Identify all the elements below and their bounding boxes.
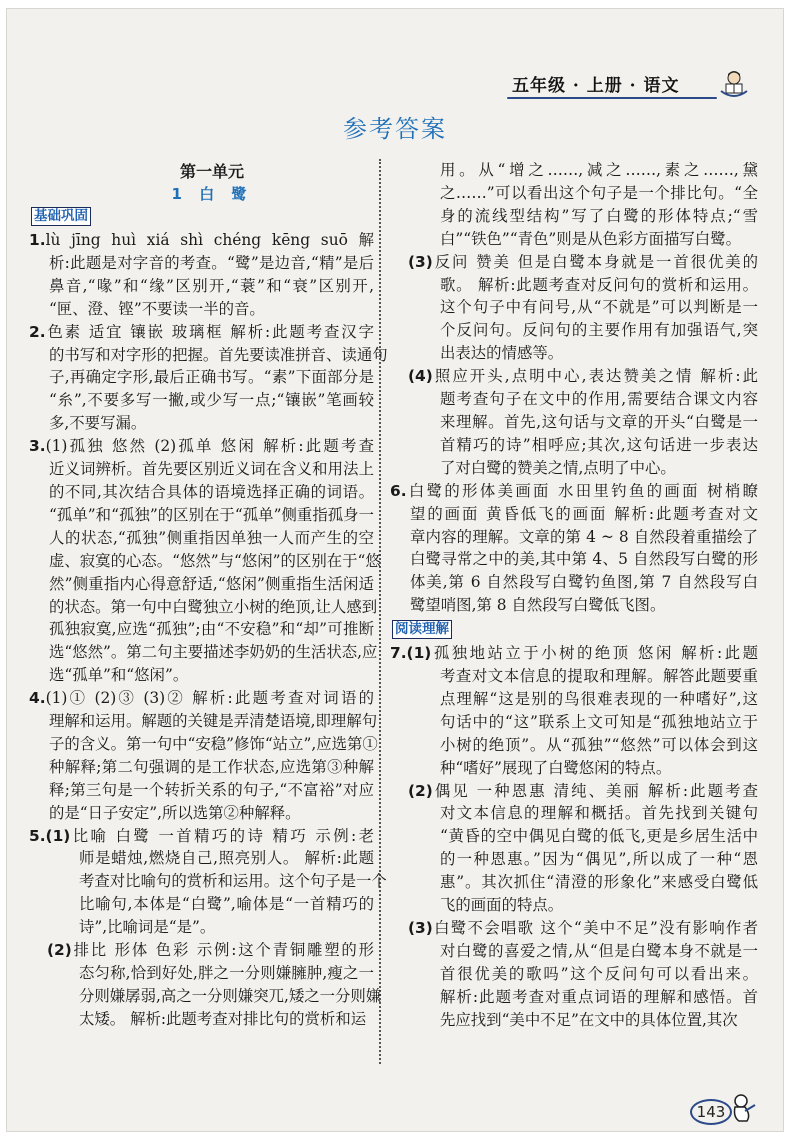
- line-text: 太矮。 解析:此题考查对排比句的赏析和运: [79, 1009, 367, 1028]
- line-text: 白”“铁色”“青色”则是从色彩方面描写白鹭。: [440, 229, 741, 248]
- answer-line: [29, 916, 374, 939]
- item-number: 3.: [29, 437, 46, 456]
- answer-line: [390, 365, 758, 388]
- item-number: 7.(1): [390, 644, 432, 663]
- answer-line: [390, 228, 758, 251]
- answer-item: [29, 687, 378, 824]
- item-number: (2): [47, 941, 72, 960]
- answer-item: [29, 435, 381, 687]
- answer-line: [29, 389, 374, 412]
- line-text: 种“嗜好”展现了白鹭悠闲的特点。: [440, 758, 672, 777]
- line-text: “糸”,不要多写一撇,或少写一点;“镶嵌”笔画较: [49, 391, 374, 410]
- answer-line: [390, 594, 758, 617]
- page-number: 143: [690, 1099, 732, 1125]
- line-text: 望的画面 黄昏低飞的画面 解析:此题考查对文: [410, 504, 758, 523]
- answer-line: [390, 963, 758, 986]
- answer-item: [390, 480, 758, 617]
- answer-line: [29, 847, 374, 870]
- answer-item: [390, 917, 758, 1032]
- line-text: 小树的绝顶”。从“孤独”“悠然”可以体会到这: [440, 735, 758, 754]
- item-number: 5.(1): [29, 826, 71, 845]
- answer-line: [29, 321, 374, 344]
- right-column: [390, 159, 758, 1032]
- answer-line: [390, 388, 758, 411]
- answer-line: [390, 296, 758, 319]
- line-text: 身的流线型结构”写了白鹭的形体特点;“雪: [440, 206, 758, 225]
- line-text: 解析:此题考查对重点词语的理解和感悟。首: [440, 987, 758, 1006]
- answer-line: [29, 687, 374, 710]
- item-number: 6.: [390, 481, 407, 500]
- line-text: 出表达的情感等。: [440, 344, 564, 363]
- line-text: 用。从“增之……,减之……,素之……,黛: [440, 161, 758, 179]
- line-text: 析:此题是对字音的考查。“鹭”是边音,“精”是后: [49, 253, 374, 272]
- answer-line: [29, 504, 374, 527]
- answer-line: [390, 480, 758, 503]
- answer-line: [390, 319, 758, 342]
- line-text: 分则嫌孱弱,高之一分则嫌突兀,矮之一分则嫌: [79, 986, 382, 1005]
- answer-line: [29, 710, 378, 733]
- column-divider: [379, 159, 381, 1064]
- line-text: “匣、澄、铿”不要读一半的音。: [49, 299, 265, 318]
- line-text: 来理解。首先,这句话与文章的开头“白鹭是一: [440, 412, 758, 431]
- answer-line: [390, 825, 758, 848]
- answer-line: [29, 481, 374, 504]
- line-text: 首精巧的诗”相呼应;其次,这句话进一步表达: [440, 435, 758, 454]
- left-column: [29, 204, 388, 1031]
- line-text: 对白鹭的喜爱之情,从“但是白鹭本身不就是一: [440, 941, 758, 960]
- answer-line: [390, 780, 758, 803]
- line-text: 人的状态,“孤独”侧重指因单独一人而产生的空: [49, 528, 374, 547]
- answer-line: [29, 802, 374, 825]
- answer-line: [29, 573, 374, 596]
- line-text: 孤独寂寞,应选“孤独”;由“不安稳”和“却”可推断: [49, 620, 374, 639]
- item-number: (3): [408, 919, 433, 937]
- line-text: 诗”,比喻词是“是”。: [79, 918, 216, 937]
- answer-line: [390, 688, 758, 711]
- answer-line: [29, 275, 374, 298]
- line-text: 选“悠然”。第二句主要描述李奶奶的生活状态,应: [49, 643, 378, 662]
- item-number: (3): [408, 252, 433, 271]
- line-text: 的一种恩惠。”因为“偶见”,所以成了一种“恩: [440, 850, 758, 869]
- answer-line: [390, 457, 758, 480]
- mascot-icon: [729, 1093, 757, 1123]
- line-text: 这个句子中有问号,从“不就是”可以判断是一: [440, 298, 758, 317]
- answer-line: [29, 893, 374, 916]
- line-text: 点理解“这是别的鸟很难表现的一种嗜好”,这: [440, 689, 758, 708]
- line-text: 了对白鹭的赞美之情,点明了中心。: [440, 458, 676, 477]
- answer-line: [29, 779, 374, 802]
- answer-line: [29, 344, 388, 367]
- item-number: 4.: [29, 689, 46, 708]
- line-text: 考查对文本信息的提取和理解。解答此题要重: [440, 667, 758, 686]
- line-text: 体美,第 6 自然段写白鹭钓鱼图,第 7 自然段写白: [410, 573, 758, 592]
- answer-line: [29, 985, 382, 1008]
- line-text: 种解释;第二句强调的是工作状态,应选第③种解: [49, 757, 374, 776]
- line-text: “孤单”和“孤独”的区别在于“孤单”侧重指孤身一: [49, 505, 374, 524]
- answer-line: [390, 665, 758, 688]
- line-text: 子的含义。第一句中“安稳”修饰“站立”,应选第①: [49, 734, 378, 753]
- line-text: 偶见 一种恩惠 清纯、美丽 解析:此题考查: [432, 781, 758, 800]
- book-header: 五年级 · 上册 · 语文: [512, 76, 680, 96]
- answer-line: [390, 571, 758, 594]
- reading-child-icon: [719, 69, 749, 99]
- answer-line: [29, 596, 378, 619]
- line-text: 子,再确定字形,最后正确书写。“素”下面部分是: [49, 368, 374, 387]
- section-tag: 基础巩固: [31, 207, 91, 226]
- answer-line: [390, 526, 758, 549]
- line-text: 对文本信息的理解和概括。首先找到关键句: [440, 804, 758, 823]
- line-text: 近义词辨析。首先要区别近义词在含义和用法上: [49, 460, 374, 479]
- item-number: 1.: [29, 231, 46, 249]
- answer-line: [29, 870, 387, 893]
- line-text: 色素 适宜 镶嵌 玻璃框 解析:此题考查汉字: [45, 322, 374, 341]
- answer-line: [29, 664, 374, 687]
- answer-line: [29, 825, 374, 848]
- answer-line: [29, 641, 378, 664]
- line-text: 排比 形体 色彩 示例:这个青铜雕塑的形: [71, 941, 374, 960]
- answer-line: [29, 962, 374, 985]
- item-number: (2): [408, 781, 433, 800]
- answer-line: [390, 711, 758, 734]
- answer-line: [29, 756, 374, 779]
- answer-line: [390, 894, 758, 917]
- page-title: 参考答案: [343, 115, 447, 143]
- header-underline: [507, 97, 717, 99]
- line-text: 鼻音,“喙”和“缘”区别开,“蓑”和“衰”区别开,: [49, 276, 374, 295]
- answer-item: [390, 642, 758, 779]
- line-text: 虚、寂寞的心态。“悠然”与“悠闲”的区别在于“悠: [49, 551, 381, 570]
- line-text: 章内容的理解。文章的第 4 ~ 8 自然段着重描绘了: [410, 527, 758, 546]
- line-text: 惠”。其次抓住“清澄的形象化”来感受白鹭低: [440, 873, 758, 892]
- line-text: 白鹭不会唱歌 这个“美中不足”没有影响作者: [432, 919, 758, 937]
- line-text: 白鹭寻常之中的美,其中第 4、5 自然段写白鹭的形: [410, 550, 758, 569]
- line-text: 鹭望哨图,第 8 自然段写白鹭低飞图。: [410, 596, 666, 615]
- answer-page: [6, 8, 784, 1132]
- answer-line: [390, 159, 758, 182]
- answer-line: [390, 548, 758, 571]
- answer-line: [390, 734, 758, 757]
- answer-line: [390, 642, 758, 665]
- unit-title: 第一单元: [179, 162, 244, 181]
- line-text: 比喻 白鹭 一首精巧的诗 精巧 示例:老: [70, 826, 374, 845]
- line-text: 题考查句子在文中的作用,需要结合课文内容: [440, 390, 758, 409]
- answer-line: [390, 848, 758, 871]
- line-text: (1)孤独 悠然 (2)孤单 悠闲 解析:此题考查: [45, 437, 374, 456]
- answer-line: [390, 917, 758, 940]
- answer-line: [29, 458, 374, 481]
- line-text: 的不同,其次结合具体的语境选择正确的词语。: [49, 482, 374, 501]
- answer-line: [29, 1008, 374, 1031]
- answer-line: [390, 342, 758, 365]
- answer-item: [29, 825, 387, 940]
- answer-line: [29, 229, 374, 252]
- line-text: 考查对比喻句的赏析和运用。这个句子是一个: [79, 872, 387, 891]
- answer-line: [29, 618, 374, 641]
- answer-line: [29, 366, 374, 389]
- answer-line: [29, 412, 374, 435]
- line-text: 白鹭的形体美画面 水田里钓鱼的画面 树梢瞭: [406, 481, 758, 500]
- line-text: 理解和运用。解题的关键是弄清楚语境,即理解句: [49, 712, 378, 731]
- answer-line: [390, 503, 758, 526]
- lesson-title: 1 白 鹭: [171, 185, 253, 203]
- answer-line: [390, 274, 758, 297]
- line-text: “黄昏的空中偶见白鹭的低飞,更是乡居生活中: [440, 827, 758, 846]
- line-text: (1)① (2)③ (3)② 解析:此题考查对词语的: [45, 689, 374, 708]
- line-text: 选“孤单”和“悠闲”。: [49, 666, 189, 685]
- answer-line: [390, 182, 758, 205]
- item-number: 2.: [29, 322, 46, 341]
- answer-line: [29, 733, 378, 756]
- answer-line: [390, 411, 758, 434]
- line-text: 反问 赞美 但是白鹭本身就是一首很优美的: [432, 252, 758, 271]
- line-text: 师是蜡烛,燃烧自己,照亮别人。 解析:此题: [79, 849, 374, 868]
- answer-item: [390, 251, 758, 366]
- answer-line: [390, 871, 758, 894]
- answer-line: [29, 939, 374, 962]
- answer-line: [390, 940, 758, 963]
- answer-line: [29, 435, 374, 458]
- answer-item: [390, 780, 758, 917]
- line-text: 然”侧重指内心得意舒适,“悠闲”侧重指生活闲适: [49, 574, 374, 593]
- line-text: 的是“日子安定”,所以选第②种解释。: [49, 803, 301, 822]
- line-text: 的状态。第一句中白鹭独立小树的绝顶,让人感到: [49, 597, 378, 616]
- line-text: 歌。 解析:此题考查对反问句的赏析和运用。: [440, 275, 758, 294]
- line-text: 态匀称,恰到好处,胖之一分则嫌臃肿,瘦之一: [79, 964, 374, 982]
- answer-line: [390, 434, 758, 457]
- item-number: (4): [408, 367, 433, 386]
- answer-line: [390, 986, 758, 1009]
- line-text: 个反问句。反问句的主要作用有加强语气,突: [440, 321, 758, 340]
- answer-line: [29, 298, 374, 321]
- line-text: 比喻句,本体是“白鹭”,喻体是“一首精巧的: [79, 895, 374, 914]
- line-text: 释;第三句是一个转折关系的句子,“不富裕”对应: [49, 780, 374, 799]
- answer-item: [390, 365, 758, 480]
- answer-line: [390, 251, 758, 274]
- section-tag: 阅读理解: [392, 620, 452, 639]
- line-text: 飞的画面的特点。: [440, 896, 564, 915]
- answer-item: [29, 229, 374, 321]
- answer-item: [29, 321, 388, 436]
- line-text: 多,不要写漏。: [49, 414, 147, 433]
- answer-line: [29, 527, 374, 550]
- answer-line: [29, 252, 374, 275]
- answer-line: [390, 757, 758, 780]
- line-text: 句话中的“这”联系上文可知是“孤独地站立于: [440, 712, 758, 731]
- answer-item: [390, 159, 758, 251]
- answer-line: [390, 205, 758, 228]
- line-text: 先应找到“美中不足”在文中的具体位置,其次: [440, 1010, 738, 1029]
- line-text: 孤独地站立于小树的绝顶 悠闲 解析:此题: [431, 644, 758, 663]
- answer-line: [390, 1009, 758, 1032]
- line-text: 首很优美的歌吗”这个反问句可以看出来。: [440, 964, 758, 983]
- answer-line: [390, 802, 758, 825]
- answer-item: [29, 939, 382, 1031]
- line-text: 的书写和对字形的把握。首先要读准拼音、读通句: [49, 345, 388, 364]
- line-text: 之……”可以看出这个句子是一个排比句。“全: [440, 183, 758, 202]
- answer-line: [29, 550, 381, 573]
- line-text: 照应开头,点明中心,表达赞美之情 解析:此: [432, 367, 758, 386]
- line-text: lù jīng huì xiá shì chéng kēng suō 解: [45, 231, 374, 249]
